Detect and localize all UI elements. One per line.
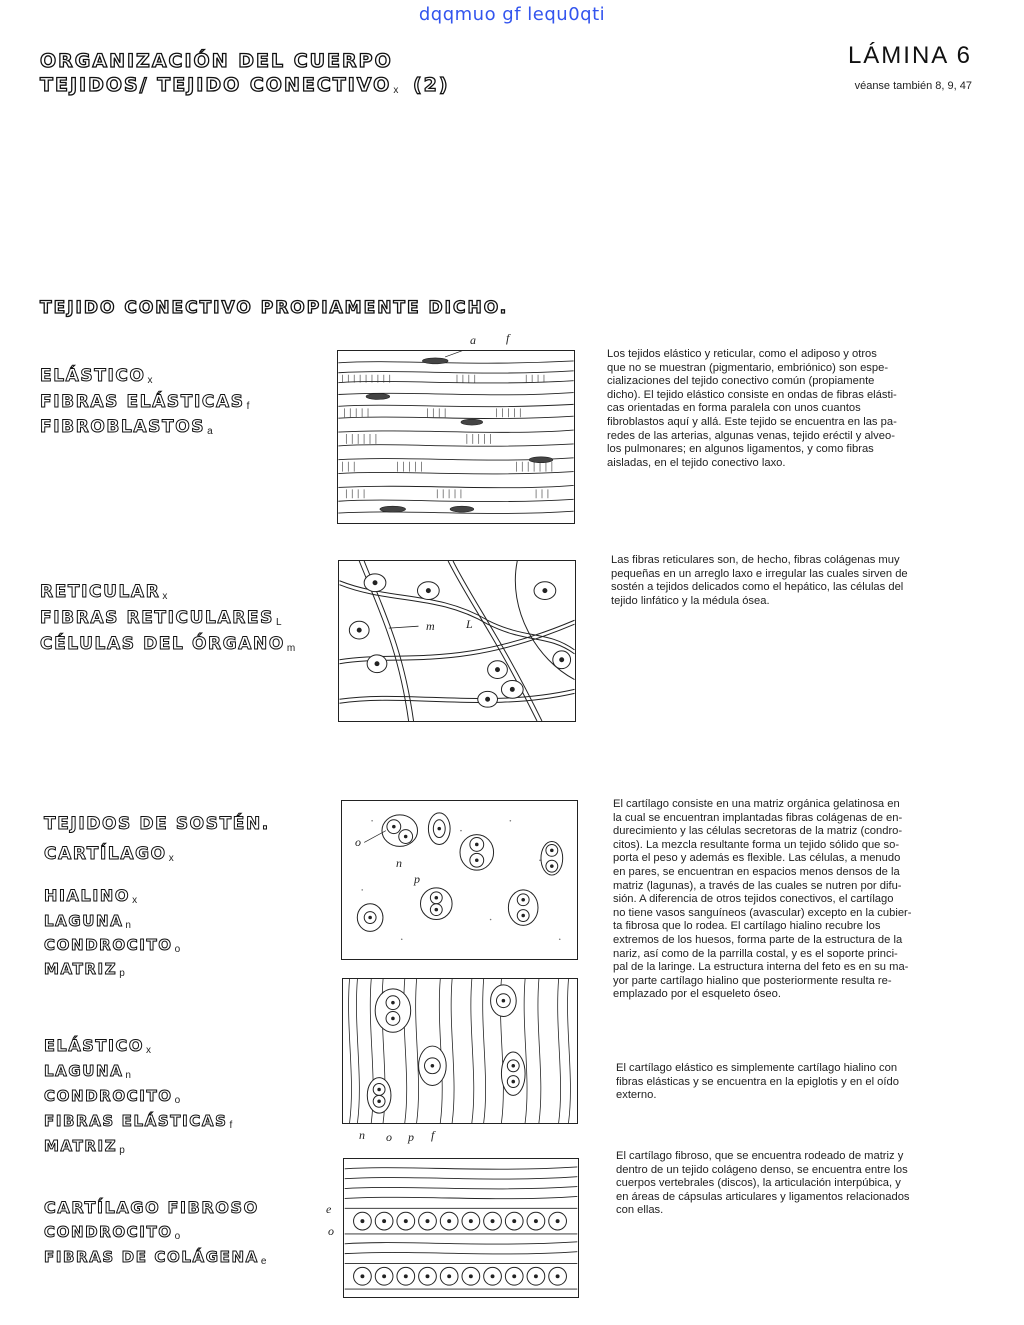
elastic-cartilage-label-group [44,1036,232,1156]
reticular-title-marker: x [162,591,168,602]
elastic-cartilage-item-chondrocyte-marker: o [174,1095,181,1106]
hyaline-item-lacuna-marker: n [125,920,131,931]
fibrous-cartilage-drawing [344,1159,578,1297]
reticular-item-fibers [40,608,295,628]
support-label-group [44,814,270,979]
title-line2-marker: x [393,85,399,96]
hyaline-title-text: HIALINO [44,886,131,905]
elastic-fig-marker-f: f [506,331,510,345]
reticular-tissue-figure [338,560,576,722]
elastic-tissue-figure [337,350,575,524]
hyaline-cartilage-figure [341,800,578,960]
hyaline-item-chondrocyte-text: CONDROCITO [44,936,173,954]
fibrous-cartilage-label-group [44,1198,266,1267]
elastic-cartilage-fig-marker-n: n [359,1128,365,1142]
elastic-cartilage-item-lacuna-marker: n [125,1070,131,1081]
reticular-fig-marker-m: m [426,619,435,633]
elastic-item-fibers-text: FIBRAS ELÁSTICAS [40,392,245,412]
elastic-title-marker: x [147,375,153,386]
fibrous-cartilage-figure [343,1158,579,1298]
elastic-cartilage-item-lacuna [44,1062,232,1081]
elastic-cartilage-title-text: ELÁSTICO [44,1036,145,1055]
hyaline-item-chondrocyte-marker: o [174,944,181,955]
fibrous-cartilage-item-chondrocyte-text: CONDROCITO [44,1223,173,1241]
hyaline-fig-marker-o: o [355,835,361,849]
elastic-item-fibroblasts-marker: a [207,426,213,437]
reticular-item-fibers-text: FIBRAS RETICULARES [40,608,274,628]
elastic-cartilage-item-matrix-text: MATRIZ [44,1137,118,1155]
fibrous-cartilage-title: CARTÍLAGO FIBROSO [44,1198,259,1217]
elastic-cartilage-drawing [343,979,577,1123]
hyaline-fig-marker-p: p [414,872,420,886]
hyaline-item-chondrocyte [44,936,270,955]
fibrous-cartilage-fig-marker-o: o [328,1224,334,1238]
cartilage-title-text: CARTÍLAGO [44,844,167,864]
elastic-item-fibers [40,392,249,412]
reticular-title [40,582,295,602]
hyaline-fig-marker-n: n [396,856,402,870]
elastic-cartilage-title-marker: x [146,1045,152,1056]
watermark-text: dqqmuo gf lequ0qti [418,4,606,25]
see-also-note: véanse también 8, 9, 47 [854,80,972,92]
hyaline-chondrocytes-drawing [342,801,577,959]
elastic-title [40,366,249,386]
elastic-label-group [40,366,249,437]
cartilage-title-marker: x [168,853,174,864]
reticular-item-organ-cells [40,634,295,654]
hyaline-item-lacuna-text: LAGUNA [44,912,124,930]
hyaline-item-matrix-text: MATRIZ [44,960,118,978]
hyaline-title-marker: x [132,895,138,906]
elastic-cartilage-item-fibers-marker: f [229,1120,233,1131]
reticular-title-text: RETICULAR [40,582,161,602]
elastic-cartilage-item-chondrocyte [44,1087,232,1106]
fibrous-cartilage-fig-marker-e: e [326,1202,332,1216]
fibrous-cartilage-item-collagen-marker: e [260,1256,267,1267]
reticular-fig-marker-l: L [466,617,473,631]
elastic-cartilage-title [44,1036,232,1056]
cartilage-title [44,844,270,864]
reticular-label-group [40,582,295,654]
elastic-item-fibroblasts-text: FIBROBLASTOS [40,417,206,437]
elastic-description: Los tejidos elástico y reticular, como el adiposo y otros que no se muestran (pigmentario, embriónico) son espe- cializaciones del tejido conectivo común (propiamente dicho). El tejido elástico consiste en ondas de fibras elásti- cas orientadas en forma paralela con unos cuantos fibroblastos aquí y allá. Este tejido se encuentra en las pa- redes de las arterias, algunas venas, tejido eréctil y alveo- los pulmonares; en algunos ligamentos, y como fibras aisladas, en el tejido conectivo laxo. [607,348,897,469]
title-line2-text: TEJIDOS/ TEJIDO CONECTIVO [40,74,392,96]
reticular-item-organ-cells-marker: m [286,643,296,654]
reticular-network-drawing [339,561,575,721]
reticular-description: Las fibras reticulares son, de hecho, fibras colágenas muy pequeñas en un arreglo laxo e irregular las cuales sirven de sostén a tejidos delicados como el hepático, las células del tejido linfático y la médula ósea. [611,554,908,607]
elastic-cartilage-description: El cartílago elástico es simplemente cartílago hialino con fibras elásticas y se encuentra en la epiglotis y en el oído externo. [616,1062,899,1102]
fibrous-cartilage-item-collagen [44,1248,266,1267]
elastic-item-fibers-marker: f [246,401,250,412]
elastic-cartilage-fig-marker-f: f [431,1128,435,1142]
elastic-cartilage-item-lacuna-text: LAGUNA [44,1062,124,1080]
elastic-cartilage-item-fibers-text: FIBRAS ELÁSTICAS [44,1112,228,1130]
elastic-cartilage-fig-marker-p: p [408,1130,414,1144]
elastic-fiber-drawing [338,351,574,523]
elastic-cartilage-item-chondrocyte-text: CONDROCITO [44,1087,173,1105]
elastic-fig-marker-a: a [470,333,476,347]
elastic-cartilage-item-matrix [44,1137,232,1156]
fibrous-cartilage-item-chondrocyte-marker: o [174,1231,181,1242]
fibrous-cartilage-description: El cartílago fibroso, que se encuentra rodeado de matriz y dentro de un tejido colágeno denso, se encuentra entre los cuerpos vertebrales (discos), la articulación interpúbica, y en áreas de cápsulas articulares y ligamentos relacionados con ellas. [616,1150,910,1217]
fibrous-cartilage-item-chondrocyte [44,1223,266,1242]
page-title-line1 [40,50,393,72]
elastic-cartilage-item-matrix-marker: p [119,1145,125,1156]
reticular-item-organ-cells-text: CÉLULAS DEL ÓRGANO [40,634,285,654]
title-line2-suffix: (2) [412,74,450,96]
support-heading: TEJIDOS DE SOSTÉN. [44,814,270,834]
hyaline-item-matrix [44,960,270,979]
fibrous-cartilage-item-collagen-text: FIBRAS DE COLÁGENA [44,1248,259,1266]
section-heading-proper: TEJIDO CONECTIVO PROPIAMENTE DICHO. [40,298,509,318]
title-line1-text: ORGANIZACIÓN DEL CUERPO [40,50,393,72]
cartilage-description: El cartílago consiste en una matriz orgánica gelatinosa en la cual se encuentran implantadas fibras colágenas de en- durecimiento y las células secretoras de la matriz (condro- citos). La mezcla resultante forma un tejido sólido que so- porta el peso y además es flexible. Las células, a menudo en pares, se encuentran en espacios menos densos de la matriz (lagunas), a través de las cuales se nutren por difu- sión. A diferencia de otros tejidos conectivos, el cartílago no tiene vasos sanguíneos (avascular) excepto en la cubier- ta fibrosa que lo rodea. El cartílago hialino recubre los extremos de los huesos, forma parte de la estructura de la nariz, así como de la parrilla costal, y es el soporte princi- pal de la laringe. La estructura interna del feto es en su ma- yor parte cartílago hialino que posteriormente resulta re- emplazado por el esqueleto óseo. [613,798,912,1001]
elastic-title-text: ELÁSTICO [40,366,146,386]
hyaline-item-matrix-marker: p [119,968,125,979]
elastic-item-fibroblasts [40,417,249,437]
elastic-cartilage-figure [342,978,578,1124]
elastic-cartilage-item-fibers [44,1112,232,1131]
page-title-line2 [40,74,450,96]
hyaline-item-lacuna [44,912,270,931]
plate-number: LÁMINA 6 [847,42,972,69]
elastic-cartilage-fig-marker-o: o [386,1130,392,1144]
hyaline-title [44,886,270,906]
reticular-item-fibers-marker: L [275,617,282,628]
